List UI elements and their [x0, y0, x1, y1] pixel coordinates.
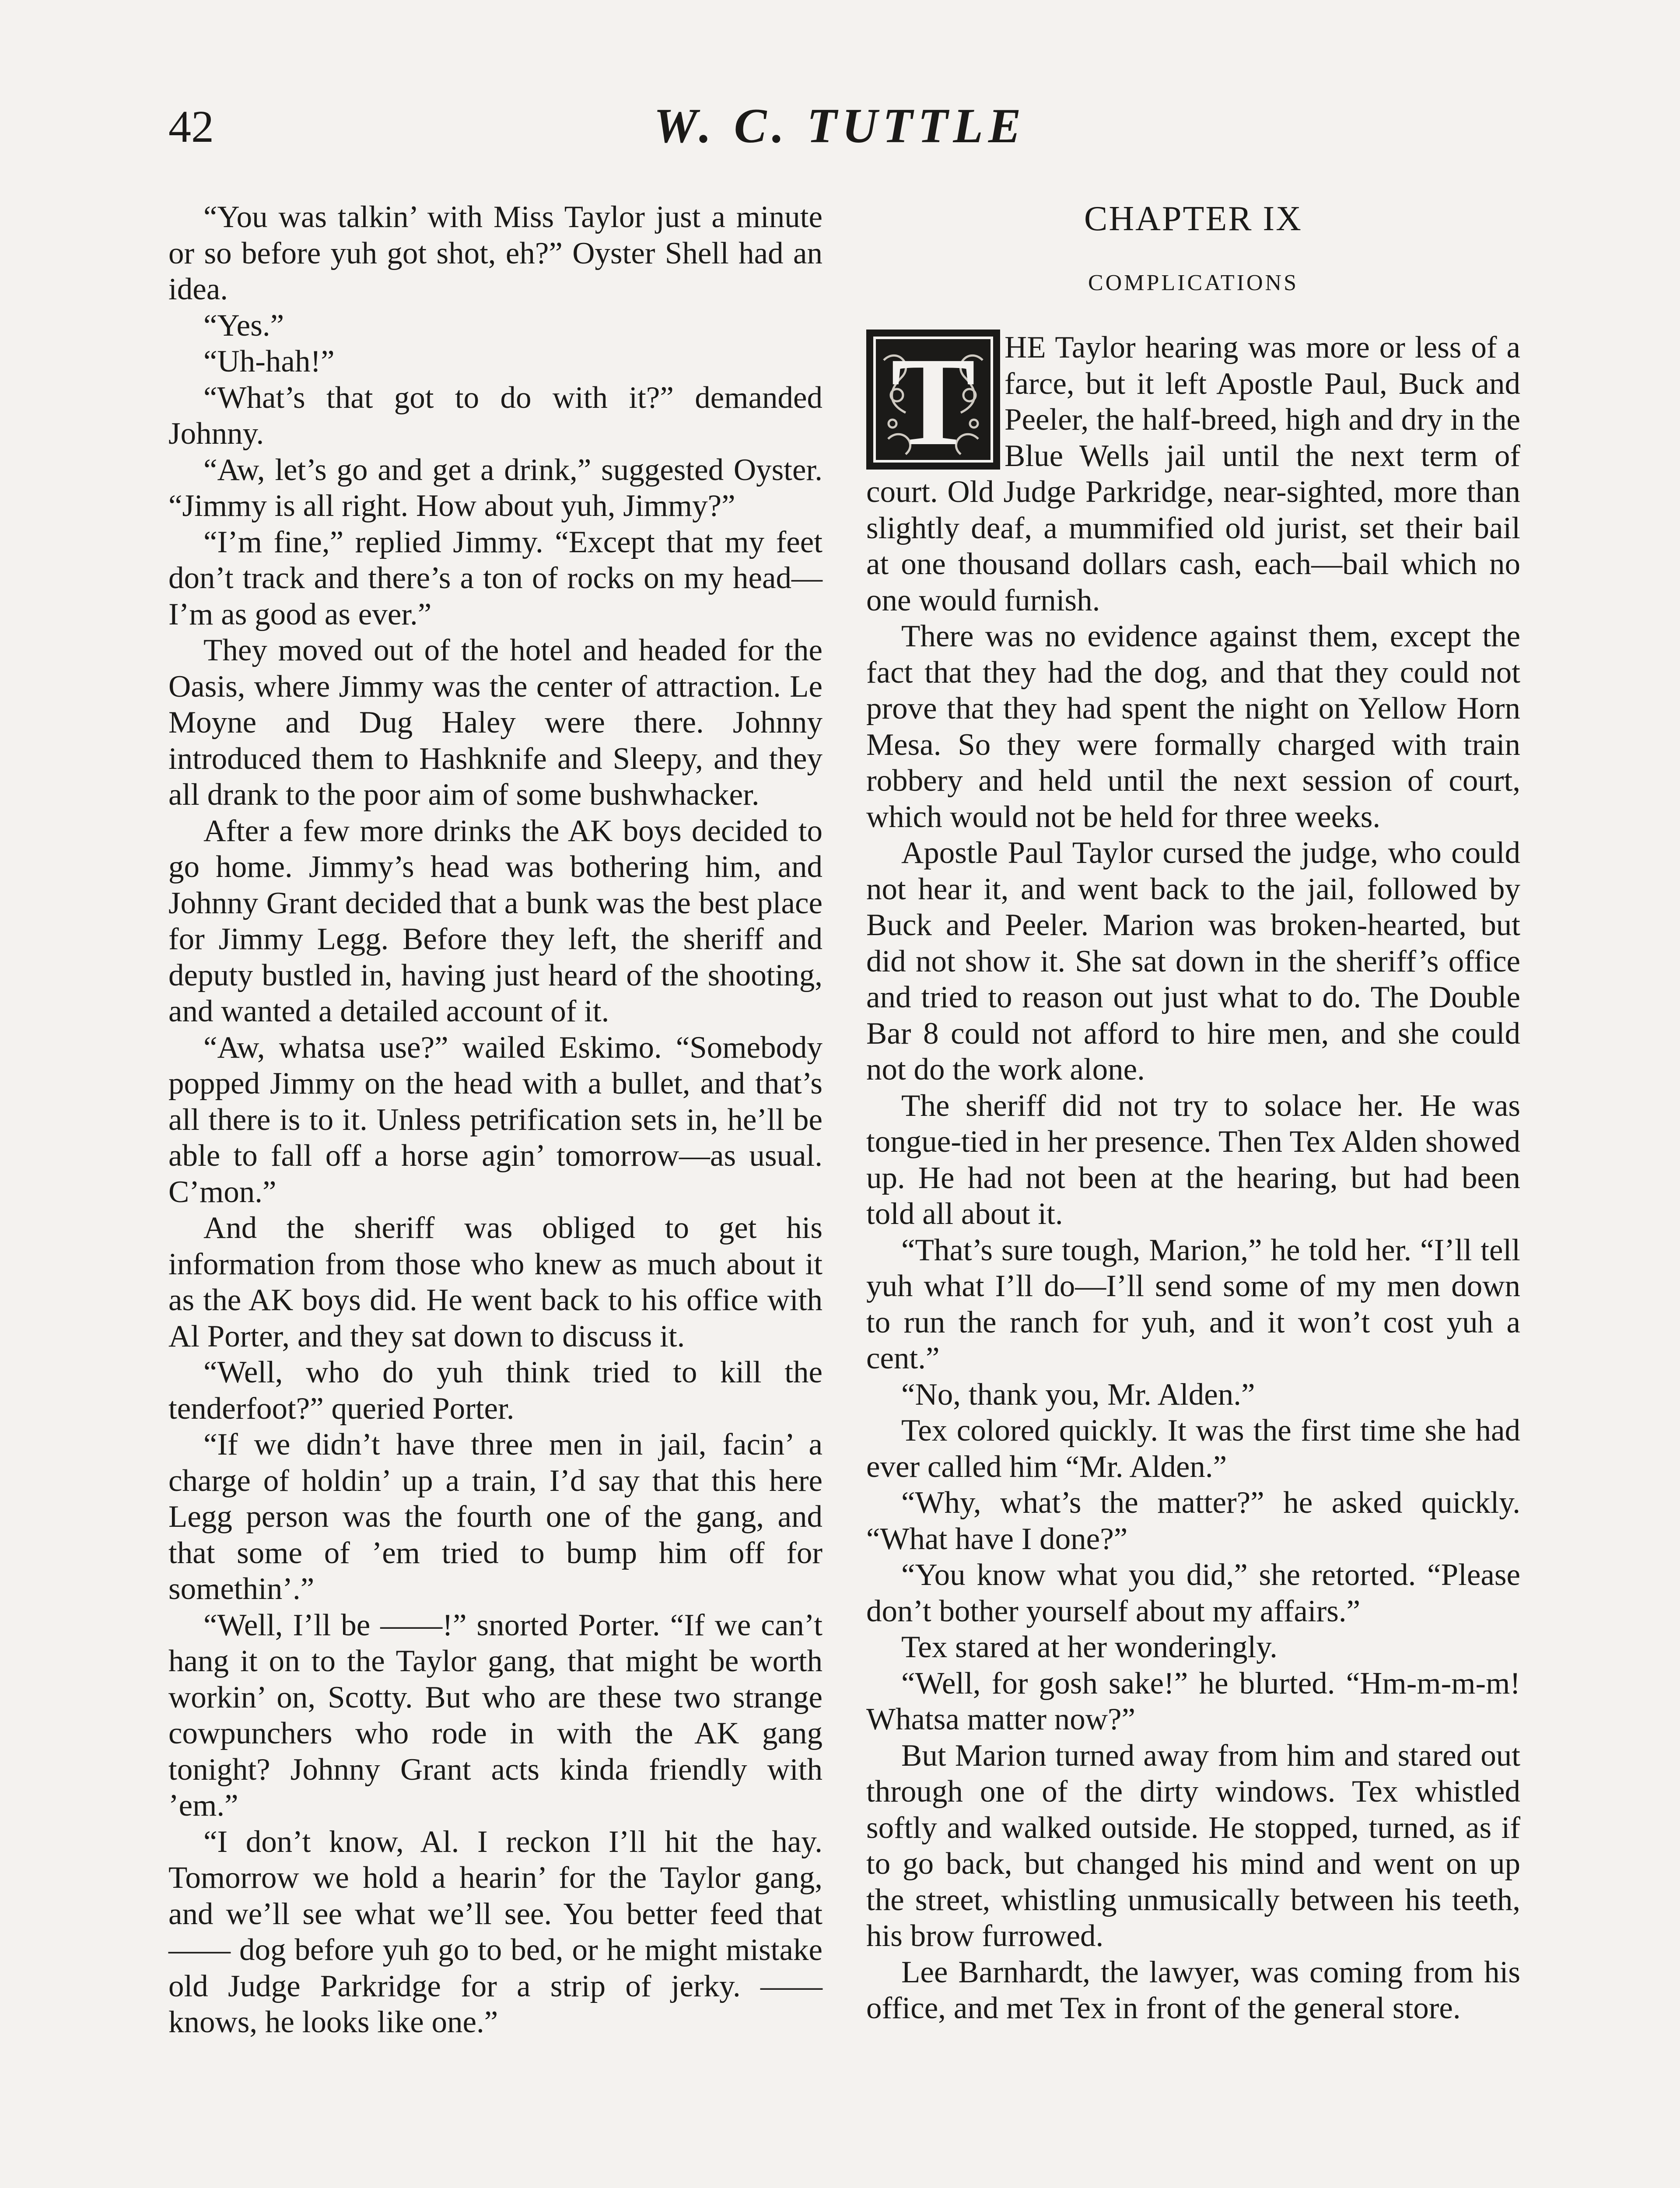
paragraph: “Yes.”: [203, 308, 284, 343]
paragraph: There was no evidence against them, except the fact that they had the dog, and that they could not prove that they had spent the night on Yellow Horn Mesa. So they were formally charged with train robbery and held until the next session of court, which would not be held for three weeks.: [866, 619, 1520, 834]
drop-cap-letter: T: [891, 331, 976, 472]
paragraph: “You know what you did,” she retorted. “Please don’t bother yourself about my affairs.”: [866, 1558, 1520, 1628]
paragraph: “What’s that got to do with it?” demanded Johnny.: [168, 380, 822, 451]
paragraph: Apostle Paul Taylor cursed the judge, who could not hear it, and went back to the jail, followed by Buck and Peeler. Marion was broken-hearted, but did not show it. She sat down in the sheriff’s office and tried to reason out just what to do. The Double Bar 8 could not afford to hire men, and she could not do the work alone.: [866, 836, 1520, 1087]
chapter-title: CHAPTER IX: [1084, 200, 1302, 238]
paragraph: “Aw, let’s go and get a drink,” suggested Oyster. “Jimmy is all right. How about yuh, Jimmy?”: [168, 452, 822, 523]
running-title: W. C. TUTTLE: [654, 99, 1026, 153]
paragraph: And the sheriff was obliged to get his information from those who knew as much about it as the AK boys did. He went back to his office with Al Porter, and they sat down to discuss it.: [168, 1211, 822, 1353]
paragraph: Tex colored quickly. It was the first time she had ever called him “Mr. Alden.”: [866, 1413, 1520, 1484]
paragraph-text: HE Taylor hearing was more or less of a farce, but it left Apostle Paul, Buck and Peeler, the half-breed, high and dry in the Blue Wells jail until the next term of court. Old Judge Parkridge, near-sighted, more than slightly deaf, a mummified old jurist, set their bail at one thousand dollars cash, each—bail which no one would furnish.: [866, 330, 1520, 617]
paragraph: “Well, who do yuh think tried to kill the tenderfoot?” queried Porter.: [168, 1355, 822, 1426]
right-column: [866, 199, 1520, 2027]
paragraph: “If we didn’t have three men in jail, facin’ a charge of holdin’ up a train, I’d say that this here Legg person was the fourth one of the gang, and that some of ’em tried to bump him off for somethin’.”: [168, 1427, 822, 1606]
paragraph: “I’m fine,” replied Jimmy. “Except that my feet don’t track and there’s a ton of rocks on my head—I’m as good as ever.”: [168, 525, 822, 631]
paragraph: “Well, for gosh sake!” he blurted. “Hm-m-m-m! Whatsa matter now?”: [866, 1666, 1520, 1736]
paragraph: “You was talkin’ with Miss Taylor just a minute or so before yuh got shot, eh?” Oyster Shell had an idea.: [168, 200, 822, 306]
paragraph: The sheriff did not try to solace her. He was tongue-tied in her presence. Then Tex Alden showed up. He had not been at the hearing, but had been told all about it.: [866, 1088, 1520, 1231]
paragraph: After a few more drinks the AK boys decided to go home. Jimmy’s head was bothering him, and Johnny Grant decided that a bunk was the best place for Jimmy Legg. Before they left, the sheriff and deputy bustled in, having just heard of the shooting, and wanted a detailed account of it.: [168, 813, 822, 1028]
paragraph: “I don’t know, Al. I reckon I’ll hit the hay. Tomorrow we hold a hearin’ for the Taylor gang, and we’ll see what we’ll see. You better feed that —— dog before yuh go to bed, or he might mistake old Judge Parkridge for a strip of jerky. —— knows, he looks like one.”: [168, 1824, 822, 2039]
page-number: 42: [168, 102, 214, 152]
paragraph: “Why, what’s the matter?” he asked quickly. “What have I done?”: [866, 1486, 1520, 1556]
paragraph: “Uh-hah!”: [203, 344, 335, 379]
paragraph: “Well, I’ll be ——!” snorted Porter. “If we can’t hang it on to the Taylor gang, that might be worth workin’ on, Scotty. But who are these two strange cowpunchers who rode in with the AK gang tonight? Johnny Grant acts kinda friendly with ’em.”: [168, 1608, 822, 1823]
paragraph: “Aw, whatsa use?” wailed Eskimo. “Somebody popped Jimmy on the head with a bullet, and that’s all there is to it. Unless petrification sets in, he’ll be able to fall off a horse agin’ tomorrow—as usual. C’mon.”: [168, 1030, 822, 1209]
paragraph: Lee Barnhardt, the lawyer, was coming from his office, and met Tex in front of the general store.: [866, 1955, 1520, 2025]
chapter-opening-paragraph: [866, 330, 1520, 618]
paragraph: “That’s sure tough, Marion,” he told her. “I’ll tell yuh what I’ll do—I’ll send some of my men down to run the ranch for yuh, and it won’t cost yuh a cent.”: [866, 1233, 1520, 1375]
paragraph: Tex stared at her wonderingly.: [901, 1630, 1278, 1664]
chapter-subtitle: COMPLICATIONS: [1088, 270, 1299, 295]
paragraph: But Marion turned away from him and stared out through one of the dirty windows. Tex whistled softly and walked outside. He stopped, turned, as if to go back, but changed his mind and went on up the street, whistling unmusically between his teeth, his brow furrowed.: [866, 1738, 1520, 1953]
paragraph: “No, thank you, Mr. Alden.”: [901, 1377, 1255, 1412]
drop-cap-ornament-icon: [866, 330, 1000, 470]
paragraph: They moved out of the hotel and headed for the Oasis, where Jimmy was the center of attraction. Le Moyne and Dug Haley were there. Johnny introduced them to Hashknife and Sleepy, and they all drank to the poor aim of some bushwhacker.: [168, 633, 822, 812]
left-column: [168, 199, 822, 2041]
